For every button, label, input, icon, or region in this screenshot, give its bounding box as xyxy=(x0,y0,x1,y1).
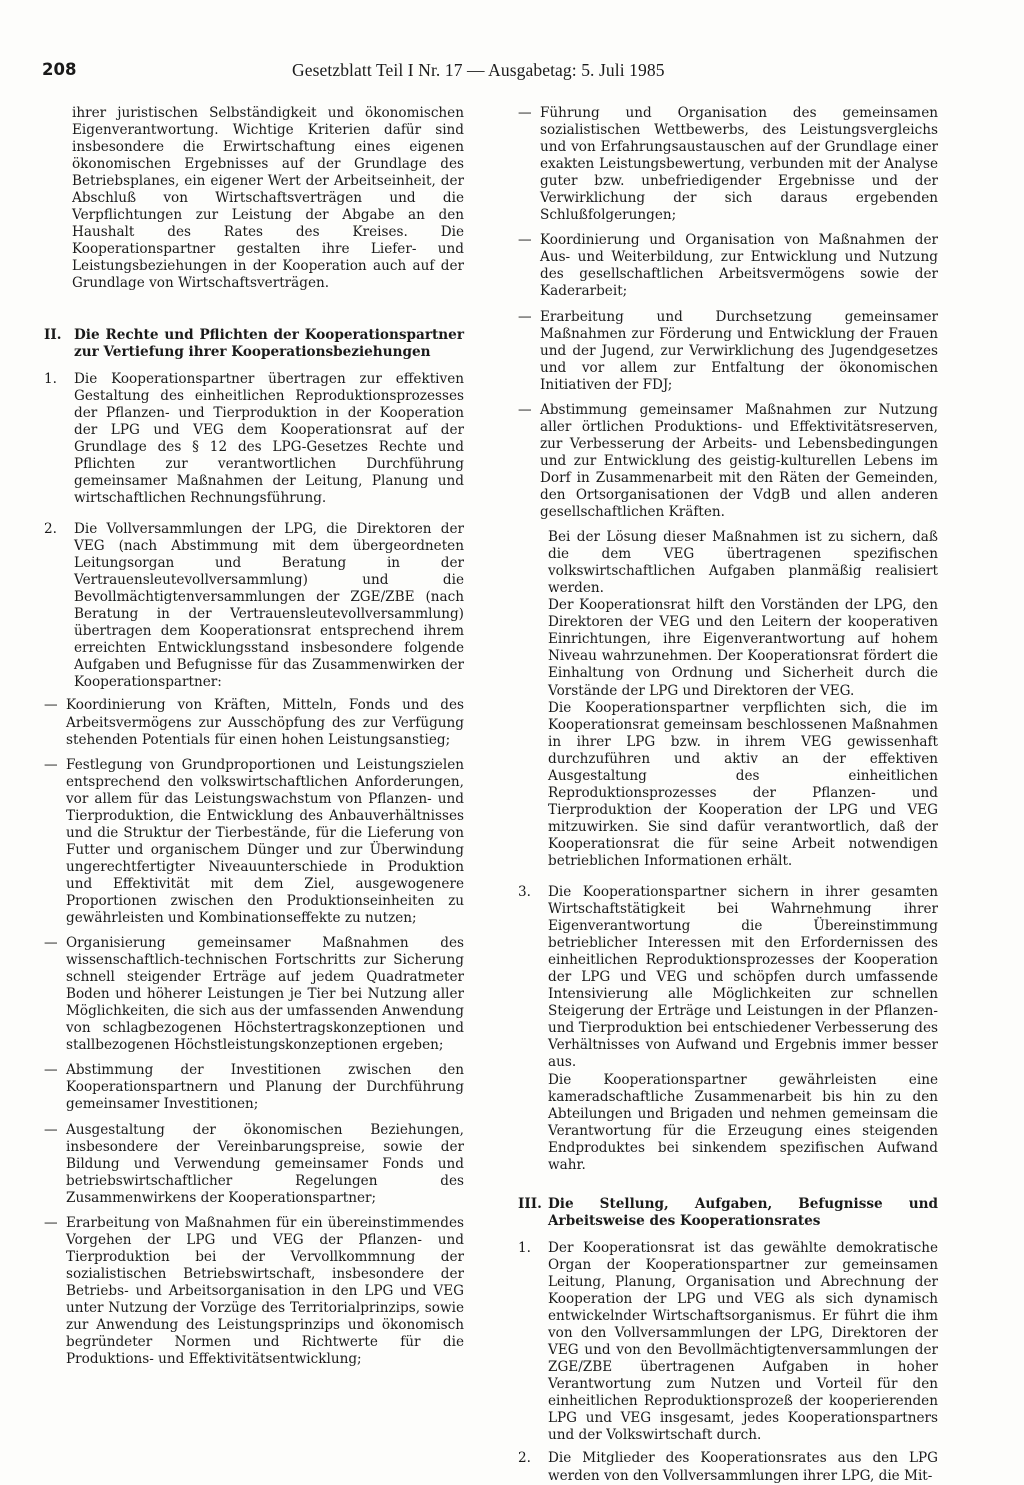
dash-text: Organisierung gemeinsamer Maßnahmen des wissenschaftlich-technischen Fortschritts zur Sicherung schnell steigender Erträge auf jedem Quadratmeter Boden und höherer Leistungen je Tier bei Nutzung aller Möglichkeiten, die sich aus der umfassenden Anwendung von schlagbezogenen Höchstertragskonzeptionen und stallbezogenen Höchstleistungskonzeptionen ergeben; xyxy=(66,935,464,1054)
dash-item xyxy=(44,935,464,1054)
item-number: 1. xyxy=(518,1239,531,1256)
dash-marker: — xyxy=(44,935,58,952)
running-title: Gesetzblatt Teil I Nr. 17 — Ausgabetag: 5. Juli 1985 xyxy=(292,60,665,80)
intro-paragraph: ihrer juristischen Selbständigkeit und ökonomischen Eigenverantwortung. Wichtige Kriterien dafür sind insbesondere die Erwirtschaftung eines eigenen ökonomischen Ergebnisses auf der Grundlage des Betriebsplanes, ein eigener Wert der Arbeitseinheit, der Abschluß von Wirtschaftsverträgen und die Verpflichtungen zur Leistung der Abgabe an den Haushalt des Rates des Kreises. Die Kooperationspartner gestalten ihre Liefer- und Leistungsbeziehungen in der Kooperation auch auf der Grundlage von Wirtschaftsverträgen. xyxy=(72,105,464,292)
item-text: Der Kooperationsrat ist das gewählte demokratische Organ der Kooperationspartner zur gemeinsamen Leitung, Planung, Organisation und Abrechnung der Kooperation der LPG und VEG als sich dynamisch entwickelnder Wirtschaftsorganismus. Er führt die ihm von den Vollversammlungen der LPG, Direktoren der VEG und von den Bevollmächtigtenversammlungen der ZGE/ZBE übertragenen Aufgaben in hoher Verantwortung zum Nutzen und Vorteil für den einheitlichen Reproduktionsprozeß der kooperierenden LPG und VEG insgesamt, jedes Kooperationspartners und der Volkswirtschaft durch. xyxy=(548,1239,938,1444)
dash-item xyxy=(518,105,938,224)
dash-item xyxy=(44,757,464,927)
list-item-iii-2 xyxy=(518,1450,938,1484)
item-text: Die Kooperationspartner sichern in ihrer gesamten Wirtschaftstätigkeit bei Wahrnehmung ihrer Eigenverantwortung die Übereinstimmung betrieblicher Interessen mit den Erfordernissen des einheitlichen Reproduktionsprozesses der Kooperation der LPG und VEG und schöpfen durch umfassende Intensivierung alle Möglichkeiten zur schnellen Steigerung der Erträge und Leistungen in der Pflanzen- und Tierproduktion bei entschiedener Verbesserung des Verhältnisses von Aufwand und Ergebnis immer besser aus. xyxy=(548,884,938,1071)
dash-text: Erarbeitung und Durchsetzung gemeinsamer Maßnahmen zur Förderung und Entwicklung der Frauen und der Jugend, zur Verwirklichung des Jugendgesetzes und vor allem zur Entfaltung der ökonomischen Initiativen der FDJ; xyxy=(540,308,938,393)
dash-marker: — xyxy=(518,308,532,325)
dash-marker: — xyxy=(44,697,58,714)
dash-text: Abstimmung gemeinsamer Maßnahmen zur Nutzung aller örtlichen Produktions- und Effektivitätsreserven, zur Verbesserung der Arbeits- und Lebensbedingungen und zur Entwicklung des geistig-kulturellen Lebens im Dorf in Zusammenarbeit mit den Räten der Gemeinden, den Ortsorganisationen der VdgB und allen anderen gesellschaftlichen Kräften. xyxy=(540,401,938,521)
item-text: Die Kooperationspartner übertragen zur effektiven Gestaltung des einheitlichen Reproduktionsprozesses der Pflanzen- und Tierproduktion in der Kooperation der LPG und VEG dem Kooperationsrat auf der Grundlage des § 12 des LPG-Gesetzes Rechte und Pflichten zur verantwortlichen Durchführung gemeinsamer Maßnahmen der Leitung, Planung und wirtschaftlichen Rechnungsführung. xyxy=(74,370,464,506)
list-item-iii-1 xyxy=(518,1240,938,1445)
dash-item xyxy=(44,697,464,748)
item-text: Die Mitglieder des Kooperationsrates aus den LPG werden von den Vollversammlungen ihrer LPG, die Mit- xyxy=(548,1450,938,1484)
item-number: 2. xyxy=(518,1450,531,1467)
left-column xyxy=(44,105,464,1368)
item-number: 2. xyxy=(44,520,57,537)
section-title: Die Rechte und Pflichten der Kooperationspartner zur Vertiefung ihrer Kooperationsbeziehungen xyxy=(74,326,464,360)
dash-marker: — xyxy=(44,756,58,773)
dash-text: Festlegung von Grundproportionen und Leistungszielen entsprechend den volkswirtschaftlichen Anforderungen, vor allem für das Leistungswachstum von Pflanzen- und Tierproduktion, die Entwicklung des Anbauverhältnisses und die Struktur der Tierbestände, für die Lieferung von Futter und organischem Dünger und zur Überwindung ungerechtfertigter Niveauunterschiede in Produktion und Effektivität mit dem Ziel, ausgewogenere Proportionen zwischen den Produktionseinheiten zu gewährleisten und Kombinationseffekte zu nutzen; xyxy=(66,756,464,927)
section-title: Die Stellung, Aufgaben, Befugnisse und Arbeitsweise des Kooperationsrates xyxy=(548,1195,938,1229)
paragraph: Die Kooperationspartner gewährleisten eine kameradschaftliche Zusammenarbeit bis hin zu den Abteilungen und Brigaden und nehmen gemeinsam die Verantwortung für die Erzeugung eines steigenden Endproduktes bei sinkendem spezifischen Aufwand wahr. xyxy=(548,1071,938,1173)
section-number: III. xyxy=(518,1195,542,1212)
right-column xyxy=(518,105,938,1485)
page-header xyxy=(42,60,985,86)
section-heading-ii xyxy=(44,327,464,361)
paragraph: Der Kooperationsrat hilft den Vorständen der LPG, den Direktoren der VEG und den Leitern der kooperativen Einrichtungen, ihre Eigenverantwortung auf hohem Niveau wahrzunehmen. Der Kooperationsrat fördert die Einhaltung von Ordnung und Sicherheit durch die Vorstände der LPG und Direktoren der VEG. xyxy=(548,597,938,699)
dash-marker: — xyxy=(518,105,532,121)
dash-text: Erarbeitung von Maßnahmen für ein übereinstimmendes Vorgehen der LPG und VEG der Pflanzen- und Tierproduktion bei der Vervollkommnung der sozialistischen Betriebswirtschaft, insbesondere der Betriebs- und Arbeitsorganisation in den LPG und VEG unter Nutzung der Vorzüge des Territorialprinzips, sowie zur Anwendung des Leistungsprinzips und ökonomisch begründeter Normen und Richtwerte für die Produktions- und Effektivitätsentwicklung; xyxy=(66,1214,464,1368)
item-text: Die Vollversammlungen der LPG, die Direktoren der VEG (nach Abstimmung mit dem übergeordneten Leitungsorgan und Beratung in der Vertrauensleutevollversammlung) und die Bevollmächtigtenversammlungen der ZGE/ZBE (nach Beratung in der Vertrauensleutevollversammlung) übertragen dem Kooperationsrat entsprechend ihrem erreichten Entwicklungsstand insbesondere folgende Aufgaben und Befugnisse für das Zusammenwirken der Kooperationspartner: xyxy=(74,520,464,691)
dash-item xyxy=(518,402,938,521)
paragraph: Bei der Lösung dieser Maßnahmen ist zu sichern, daß die dem VEG übertragenen spezifischen volkswirtschaftlichen Aufgaben planmäßig realisiert werden. xyxy=(548,529,938,597)
item-number: 3. xyxy=(518,884,531,901)
dash-item xyxy=(518,232,938,300)
list-item-1 xyxy=(44,371,464,507)
dash-text: Abstimmung der Investitionen zwischen den Kooperationspartnern und Planung der Durchführung gemeinsamer Investitionen; xyxy=(66,1062,464,1113)
section-number: II. xyxy=(44,326,62,343)
dash-marker: — xyxy=(518,232,532,249)
dash-text: Ausgestaltung der ökonomischen Beziehungen, insbesondere der Vereinbarungspreise, sowie der Bildung und Verwendung gemeinsamer Fonds und betriebswirtschaftlicher Regelungen des Zusammenwirkens der Kooperationspartner; xyxy=(66,1121,464,1206)
continuation-block xyxy=(518,529,938,870)
dash-text: Führung und Organisation des gemeinsamen sozialistischen Wettbewerbs, des Leistungsvergleichs und von Erfahrungsaustauschen auf der Grundlage einer exakten Leistungsbewertung, verbunden mit der Analyse guter bzw. unbefriedigender Ergebnisse und der Verwirklichung der sich daraus ergebenden Schlußfolgerungen; xyxy=(540,105,938,224)
dash-text: Koordinierung von Kräften, Mitteln, Fonds und des Arbeitsvermögens zur Ausschöpfung des zur Verfügung stehenden Potentials für einen hohen Leistungsanstieg; xyxy=(66,697,464,748)
list-item-2 xyxy=(44,521,464,691)
dash-item xyxy=(44,1062,464,1113)
dash-marker: — xyxy=(44,1214,58,1231)
dash-marker: — xyxy=(44,1121,58,1138)
paragraph: Die Kooperationspartner verpflichten sich, die im Kooperationsrat gemeinsam beschlossenen Maßnahmen in ihrer LPG bzw. in ihrem VEG gewissenhaft durchzuführen und aktiv an der effektiven Ausgestaltung des einheitlichen Reproduktionsprozesses der Pflanzen- und Tierproduktion der Kooperation der LPG und VEG mitzuwirken. Sie sind dafür verantwortlich, daß der Kooperationsrat die für seine Arbeit notwendigen betrieblichen Informationen erhält. xyxy=(548,699,938,869)
dash-text: Koordinierung und Organisation von Maßnahmen der Aus- und Weiterbildung, zur Entwicklung und Nutzung des gesellschaftlichen Arbeitsvermögens sowie der Kaderarbeit; xyxy=(540,232,938,300)
dash-marker: — xyxy=(518,401,532,418)
section-heading-iii xyxy=(518,1196,938,1230)
dash-item xyxy=(518,309,938,394)
list-item-3 xyxy=(518,884,938,1072)
dash-item xyxy=(44,1215,464,1368)
dash-item xyxy=(44,1122,464,1207)
item-number: 1. xyxy=(44,370,57,387)
dash-marker: — xyxy=(44,1062,58,1079)
page-number: 208 xyxy=(42,60,77,79)
